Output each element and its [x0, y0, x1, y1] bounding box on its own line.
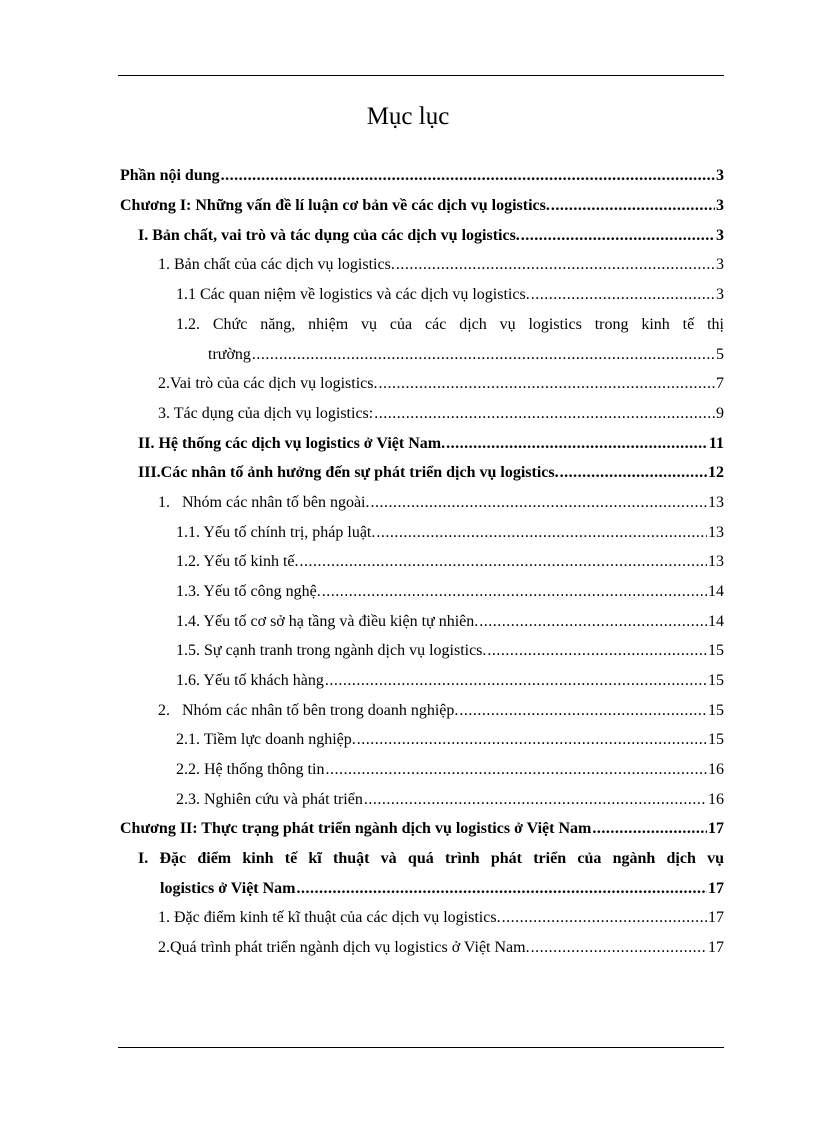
- toc-entry[interactable]: III.Các nhân tố ảnh hưởng đến sự phát triển dịch vụ logistics. ..... 12: [138, 458, 724, 488]
- toc-entry[interactable]: 1. Nhóm các nhân tố bên ngoài. ..... 13: [158, 488, 724, 518]
- toc-entry[interactable]: 1. Đặc điểm kinh tế kĩ thuật của các dịch vụ logistics. ..... 17: [158, 903, 724, 933]
- toc-entry[interactable]: 2.Vai trò của các dịch vụ logistics. ..... 7: [158, 369, 724, 399]
- toc-entry[interactable]: II. Hệ thống các dịch vụ logistics ở Việt Nam. ..... 11: [138, 429, 724, 459]
- page-title: Mục lục: [366, 103, 450, 130]
- toc-entry[interactable]: 2.2. Hệ thống thông tin ..... 16: [176, 755, 724, 785]
- toc-entry[interactable]: 1.2. Yếu tố kinh tế. ..... 13: [176, 547, 724, 577]
- toc-entry[interactable]: Chương II: Thực trạng phát triển ngành dịch vụ logistics ở Việt Nam ..... 17: [120, 814, 724, 844]
- toc-entry[interactable]: 1.6. Yếu tố khách hàng ..... 15: [176, 666, 724, 696]
- toc-entry[interactable]: Chương I: Những vấn đề lí luận cơ bản về các dịch vụ logistics. ..... 3: [120, 191, 724, 221]
- toc-entry[interactable]: 1.1 Các quan niệm về logistics và các dịch vụ logistics. ..... 3: [176, 280, 724, 310]
- toc-entry[interactable]: 3. Tác dụng của dịch vụ logistics: ..... 9: [158, 399, 724, 429]
- toc-entry[interactable]: 1.1. Yếu tố chính trị, pháp luật. ..... 13: [176, 518, 724, 548]
- toc-entry[interactable]: 2.3. Nghiên cứu và phát triển ..... 16: [176, 785, 724, 815]
- toc-entry[interactable]: 1.3. Yếu tố công nghệ. ..... 14: [176, 577, 724, 607]
- toc-entry-multiline[interactable]: 1.2. Chức năng, nhiệm vụ của các dịch vụ logistics trong kinh tế thị trường ..... 5: [176, 310, 724, 369]
- toc-entry[interactable]: 1. Bản chất của các dịch vụ logistics. ..... 3: [158, 250, 724, 280]
- footer-rule: [118, 1047, 724, 1048]
- toc-entry[interactable]: 2. Nhóm các nhân tố bên trong doanh nghiệp. ..... 15: [158, 696, 724, 726]
- toc-entry[interactable]: I. Bản chất, vai trò và tác dụng của các dịch vụ logistics. ..... 3: [138, 221, 724, 251]
- toc-entry[interactable]: 2.1. Tiềm lực doanh nghiệp. ..... 15: [176, 725, 724, 755]
- header-rule: [118, 75, 724, 76]
- toc-entry-multiline[interactable]: I. Đặc điểm kinh tế kĩ thuật và quá trình phát triển của ngành dịch vụ logistics ở Việt Nam ..... 17: [138, 844, 724, 903]
- toc-entry[interactable]: 1.4. Yếu tố cơ sở hạ tầng và điều kiện tự nhiên. ..... 14: [176, 607, 724, 637]
- toc-entry[interactable]: 2.Quá trình phát triển ngành dịch vụ logistics ở Việt Nam. ..... 17: [158, 933, 724, 963]
- toc-entry[interactable]: Phần nội dung ..... 3: [120, 161, 724, 191]
- toc-entry[interactable]: 1.5. Sự cạnh tranh trong ngành dịch vụ logistics. ..... 15: [176, 636, 724, 666]
